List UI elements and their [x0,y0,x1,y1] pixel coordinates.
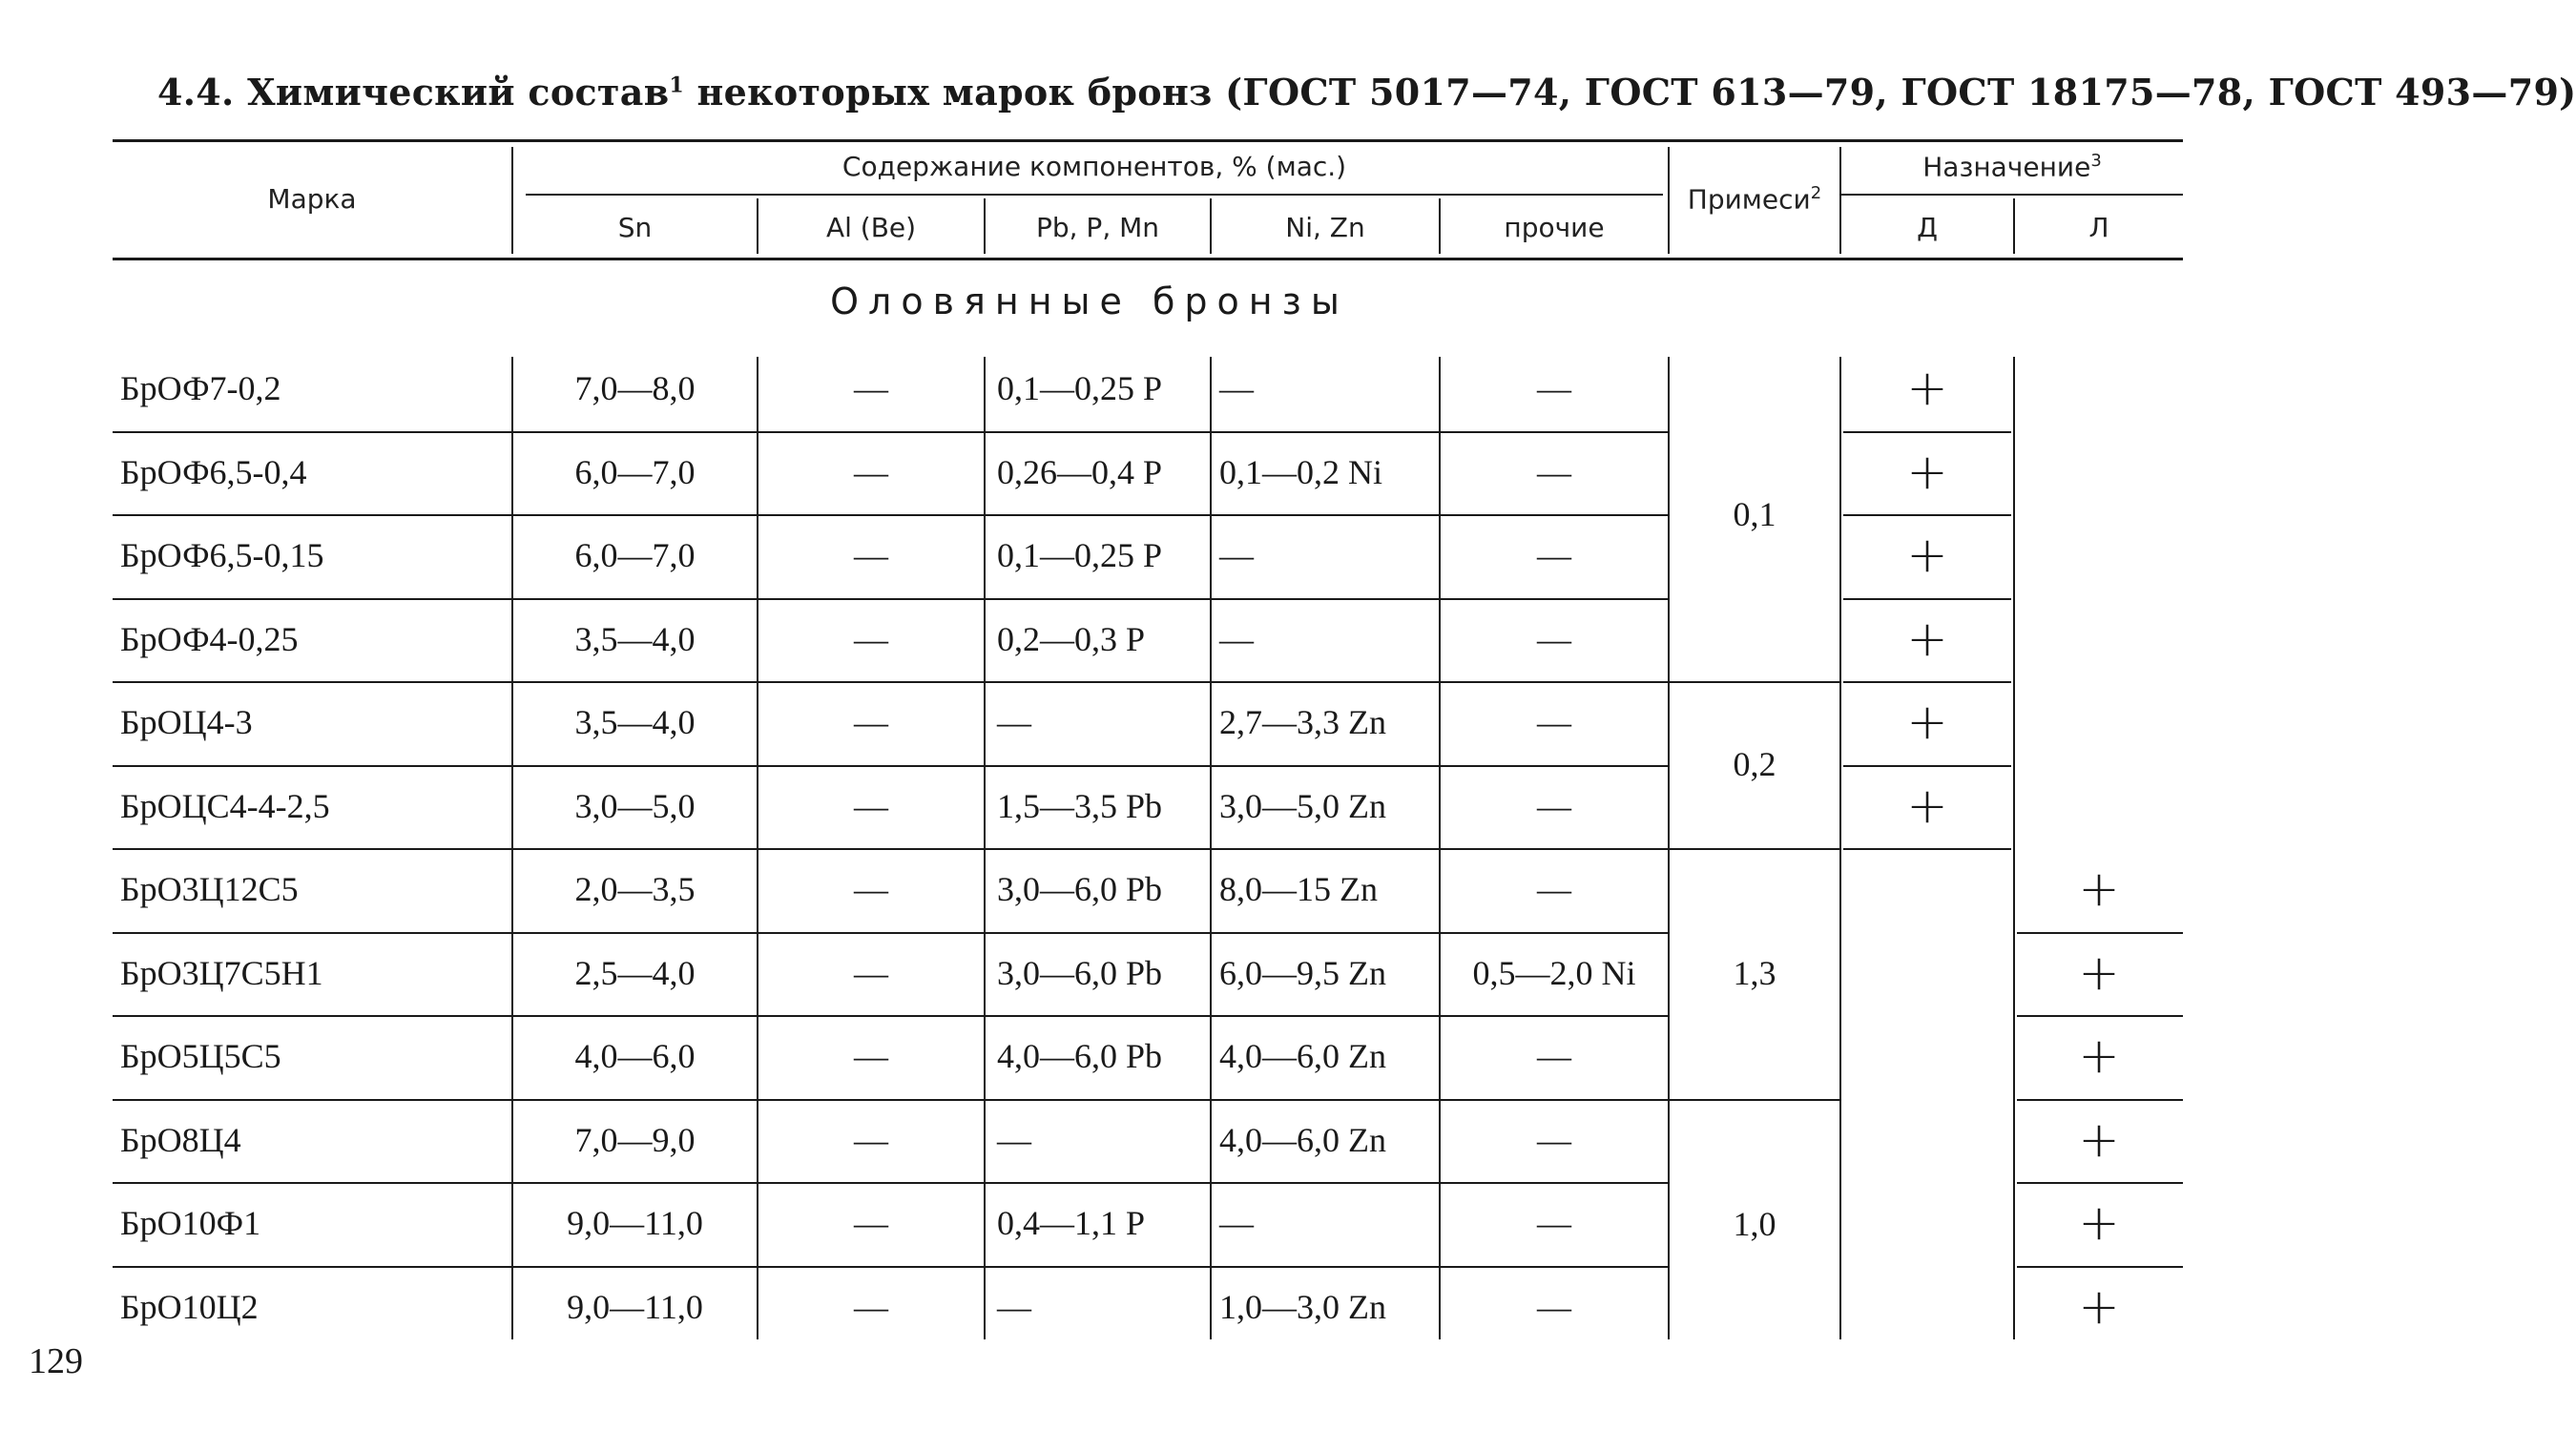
cell-ni-9: 4,0—6,0 Zn [1219,1037,1386,1075]
cell-d-5: + [1906,694,1948,751]
cell-ni-12: 1,0—3,0 Zn [1219,1287,1386,1326]
cell-other-4: — [1537,619,1571,658]
cell-al-12: — [854,1287,888,1326]
header-l: Л [2088,212,2109,243]
header-marka: Марка [267,183,357,215]
cell-al-10: — [854,1120,888,1159]
header-bottom-rule [113,258,2183,260]
cell-sn-3: 6,0—7,0 [574,536,696,574]
cell-ni-3: — [1219,536,1254,574]
cell-pb-11: 0,4—1,1 P [997,1204,1146,1242]
cell-impurities-group-2: 0,2 [1733,745,1776,783]
cell-pb-8: 3,0—6,0 Pb [997,953,1163,992]
cell-d-3: + [1906,527,1948,584]
cell-pb-5: — [997,703,1031,741]
cell-pb-2: 0,26—0,4 P [997,452,1163,491]
cell-l-6 [2015,765,2183,848]
cell-l-9: + [2078,1027,2120,1085]
cell-d-6: + [1906,777,1948,835]
cell-sn-10: 7,0—9,0 [574,1120,696,1159]
cell-other-8: 0,5—2,0 Ni [1472,953,1636,992]
cell-al-1: — [854,369,888,407]
cell-d-8 [1841,932,2013,1015]
cell-ni-8: 6,0—9,5 Zn [1219,953,1386,992]
cell-al-9: — [854,1037,888,1075]
cell-ni-10: 4,0—6,0 Zn [1219,1120,1386,1159]
cell-al-8: — [854,953,888,992]
cell-other-12: — [1537,1287,1571,1326]
cell-al-5: — [854,703,888,741]
cell-marka-8: БрО3Ц7С5Н1 [120,953,323,992]
cell-l-5 [2015,681,2183,764]
cell-al-4: — [854,619,888,658]
cell-marka-10: БрО8Ц4 [120,1120,241,1159]
cell-al-11: — [854,1204,888,1242]
cell-al-2: — [854,452,888,491]
cell-pb-7: 3,0—6,0 Pb [997,870,1163,908]
cell-l-10: + [2078,1110,2120,1169]
cell-sn-12: 9,0—11,0 [567,1287,703,1326]
cell-other-5: — [1537,703,1571,741]
content-group-rule [526,194,1663,196]
cell-ni-7: 8,0—15 Zn [1219,870,1378,908]
header-ni: Ni, Zn [1285,212,1365,243]
cell-other-3: — [1537,536,1571,574]
cell-d-11 [1841,1182,2013,1265]
cell-l-7: + [2078,861,2120,918]
body-vline-4 [1210,357,1212,1339]
cell-d-12 [1841,1266,2013,1349]
cell-ni-2: 0,1—0,2 Ni [1219,452,1382,491]
cell-d-7 [1841,848,2013,931]
cell-other-1: — [1537,369,1571,407]
cell-marka-7: БрО3Ц12С5 [120,870,299,908]
cell-other-9: — [1537,1037,1571,1075]
cell-sn-7: 2,0—3,5 [574,870,696,908]
cell-sn-1: 7,0—8,0 [574,369,696,407]
cell-marka-12: БрО10Ц2 [120,1287,259,1326]
header-impurities: Примеси$^2$ [1687,183,1822,216]
cell-al-3: — [854,536,888,574]
top-rule [113,139,2183,142]
cell-d-9 [1841,1015,2013,1098]
cell-ni-11: — [1219,1204,1254,1242]
cell-pb-10: — [997,1120,1031,1159]
cell-other-10: — [1537,1120,1571,1159]
cell-marka-4: БрОФ4-0,25 [120,619,299,658]
cell-l-4 [2015,598,2183,681]
header-al: Al (Be) [825,212,917,243]
cell-marka-5: БрОЦ4-3 [120,703,253,741]
page-number: 129 [29,1341,83,1381]
cell-d-4: + [1906,610,1948,668]
header-purpose: Назначение$^3$ [1922,151,2102,183]
cell-al-6: — [854,786,888,825]
cell-sn-5: 3,5—4,0 [574,703,696,741]
header-other: прочие [1504,212,1605,243]
cell-l-3 [2015,514,2183,597]
cell-impurities-group-1: 0,1 [1733,495,1776,533]
cell-marka-1: БрОФ7-0,2 [120,369,281,407]
cell-sn-9: 4,0—6,0 [574,1037,696,1075]
cell-pb-6: 1,5—3,5 Pb [997,786,1163,825]
cell-l-2 [2015,431,2183,514]
cell-l-11: + [2078,1194,2120,1252]
body-vline-3 [984,357,986,1339]
cell-marka-2: БрОФ6,5-0,4 [120,452,307,491]
cell-pb-1: 0,1—0,25 P [997,369,1163,407]
table-title: 4.4. Химический состав$^1$ некоторых марок бронз (ГОСТ 5017—74, ГОСТ 613—79, ГОСТ 18175—78, ГОСТ 493—79) [157,71,2576,114]
purpose-group-rule [1841,194,2183,196]
header-content-group: Содержание компонентов, % (мас.) [841,151,1347,182]
cell-ni-4: — [1219,619,1254,658]
cell-marka-9: БрО5Ц5С5 [120,1037,281,1075]
cell-other-2: — [1537,452,1571,491]
cell-other-11: — [1537,1204,1571,1242]
cell-al-7: — [854,870,888,908]
cell-l-8: + [2078,944,2120,1002]
cell-other-6: — [1537,786,1571,825]
cell-impurities-group-3: 1,3 [1733,954,1776,992]
cell-pb-9: 4,0—6,0 Pb [997,1037,1163,1075]
cell-marka-3: БрОФ6,5-0,15 [120,536,324,574]
cell-ni-1: — [1219,369,1254,407]
cell-pb-3: 0,1—0,25 P [997,536,1163,574]
cell-marka-6: БрОЦС4-4-2,5 [120,786,330,825]
header-pb: Pb, P, Mn [1035,212,1160,243]
cell-d-10 [1841,1099,2013,1182]
composition-table [113,139,2183,1336]
cell-l-12: + [2078,1277,2120,1336]
cell-marka-11: БрО10Ф1 [120,1204,261,1242]
cell-sn-4: 3,5—4,0 [574,619,696,658]
cell-pb-4: 0,2—0,3 P [997,619,1146,658]
cell-pb-12: — [997,1287,1031,1326]
cell-ni-5: 2,7—3,3 Zn [1219,703,1386,741]
cell-impurities-group-4: 1,0 [1733,1204,1776,1243]
cell-ni-6: 3,0—5,0 Zn [1219,786,1386,825]
cell-other-7: — [1537,870,1571,908]
cell-d-1: + [1906,360,1948,417]
cell-sn-6: 3,0—5,0 [574,786,696,825]
cell-sn-8: 2,5—4,0 [574,953,696,992]
cell-l-1 [2015,347,2183,430]
header-d: Д [1917,212,1938,243]
cell-d-2: + [1906,443,1948,501]
cell-sn-11: 9,0—11,0 [567,1204,703,1242]
cell-sn-2: 6,0—7,0 [574,452,696,491]
header-sn: Sn [617,212,653,243]
section-title: Оловянные бронзы [830,280,1349,322]
